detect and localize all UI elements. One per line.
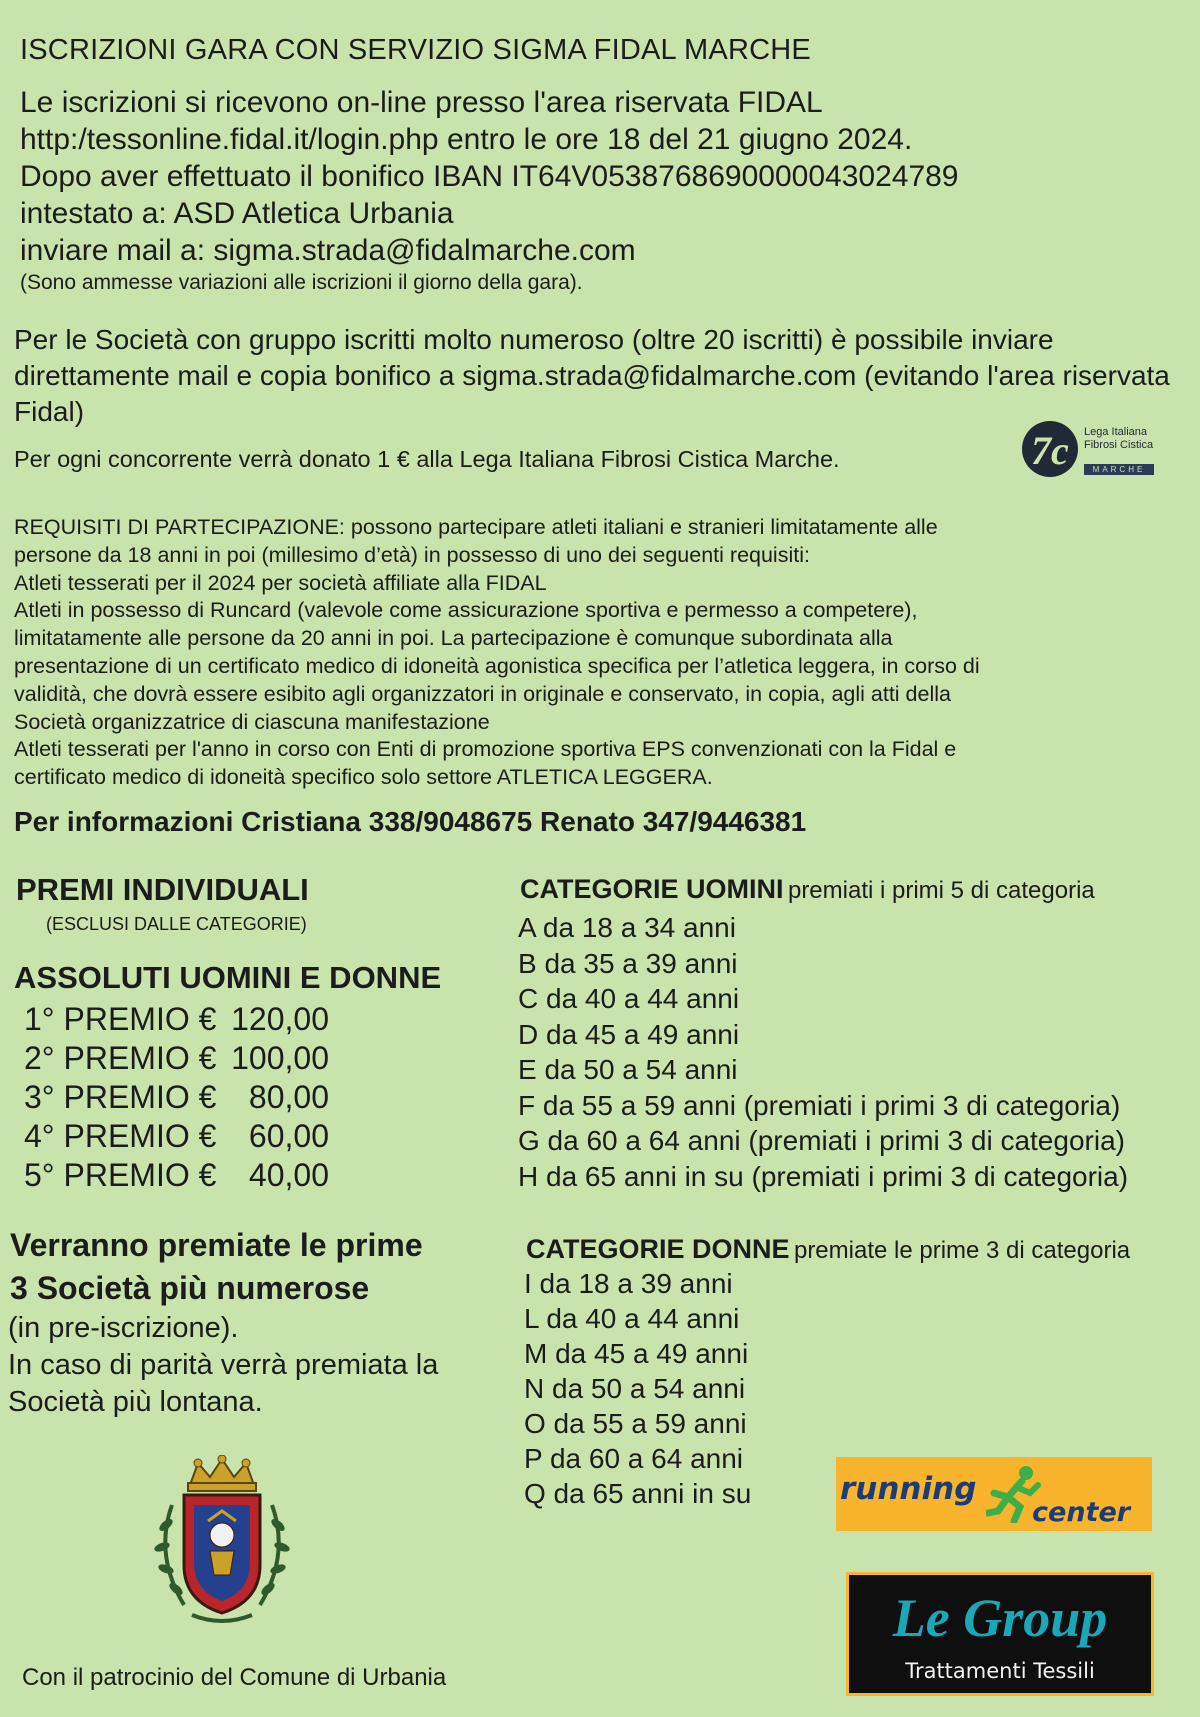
prize-row bbox=[24, 1117, 329, 1156]
lifc-bar: MARCHE bbox=[1084, 464, 1154, 475]
requirement-line: validità, che dovrà essere esibito agli organizzatori in originale e conservato, in copia, agli atti della bbox=[14, 681, 951, 706]
requirement-line: REQUISITI DI PARTECIPAZIONE: possono partecipare atleti italiani e stranieri limitatamente alle bbox=[14, 515, 938, 539]
category-item: C da 40 a 44 anni bbox=[518, 983, 740, 1014]
prize-label: 1° PREMIO € bbox=[24, 1001, 217, 1037]
page-title: ISCRIZIONI GARA CON SERVIZIO SIGMA FIDAL MARCHE bbox=[20, 34, 811, 66]
donation-note: Per ogni concorrente verrà donato 1 € alla Lega Italiana Fibrosi Cistica Marche. bbox=[14, 446, 840, 472]
prize-value: 80,00 bbox=[248, 1079, 329, 1115]
category-item: F da 55 a 59 anni (premiati i primi 3 di categoria) bbox=[518, 1089, 1121, 1121]
registration-line: intestato a: ASD Atletica Urbania bbox=[20, 197, 454, 230]
prize-value: 60,00 bbox=[248, 1118, 329, 1154]
prize-row bbox=[24, 1039, 329, 1078]
societa-text-line: Società più lontana. bbox=[8, 1386, 263, 1418]
prize-label: 2° PREMIO € bbox=[24, 1040, 217, 1076]
requirement-line: Atleti tesserati per il 2024 per società affiliate alla FIDAL bbox=[14, 570, 547, 595]
running-center-word: running bbox=[840, 1471, 977, 1507]
registration-line: Dopo aver effettuato il bonifico IBAN IT64V0538768690000043024789 bbox=[20, 160, 959, 193]
prize-value: 100,00 bbox=[231, 1040, 329, 1076]
category-item: P da 60 a 64 anni bbox=[524, 1443, 744, 1474]
le-group-tagline: Trattamenti Tessili bbox=[905, 1659, 1095, 1683]
societa-text-line: (in pre-iscrizione). bbox=[8, 1312, 239, 1344]
category-item: G da 60 a 64 anni (premiati i primi 3 di categoria) bbox=[518, 1125, 1125, 1156]
info-contact: Per informazioni Cristiana 338/9048675 Renato 347/9446381 bbox=[14, 806, 807, 837]
prize-value: 120,00 bbox=[231, 1001, 329, 1037]
prize-label: 3° PREMIO € bbox=[24, 1079, 217, 1115]
registration-block bbox=[20, 84, 959, 296]
prize-label: 5° PREMIO € bbox=[24, 1157, 217, 1193]
requirement-line: certificato medico di idoneità specifico solo settore ATLETICA LEGGERA. bbox=[14, 765, 713, 790]
urbania-crest-icon bbox=[142, 1455, 302, 1630]
lifc-line: Lega Italiana bbox=[1084, 426, 1147, 438]
le-group-name: Le Group bbox=[892, 1588, 1108, 1648]
registration-email[interactable]: inviare mail a: sigma.strada@fidalmarche.com bbox=[20, 234, 636, 267]
categorie-uomini-heading bbox=[520, 874, 1095, 905]
requirement-line: presentazione di un certificato medico di idoneità agonistica specifica per l’atletica leggera, in corso di bbox=[14, 653, 980, 678]
category-item: I da 18 a 39 anni bbox=[524, 1268, 733, 1299]
category-item: E da 50 a 54 anni bbox=[518, 1054, 738, 1085]
requirement-line: persone da 18 anni in poi (millesimo d’età) in possesso di uno dei seguenti requisiti: bbox=[14, 542, 810, 567]
societa-heading-line: Verranno premiate le prime bbox=[10, 1227, 423, 1263]
assoluti-title: ASSOLUTI UOMINI E DONNE bbox=[14, 960, 442, 995]
category-item: D da 45 a 49 anni bbox=[518, 1018, 740, 1050]
lifc-logo bbox=[1020, 418, 1160, 480]
categorie-donne-heading bbox=[526, 1234, 1130, 1265]
category-item: N da 50 a 54 anni bbox=[524, 1373, 746, 1404]
lifc-emblem-icon: 7c bbox=[1022, 421, 1078, 477]
category-item: L da 40 a 44 anni bbox=[524, 1303, 740, 1334]
categorie-donne-list bbox=[524, 1266, 751, 1511]
categorie-uomini-list bbox=[518, 910, 1128, 1194]
premi-subtitle: (ESCLUSI DALLE CATEGORIE) bbox=[46, 914, 307, 934]
categorie-uomini-note: premiati i primi 5 di categoria bbox=[787, 877, 1095, 904]
categorie-uomini-title: CATEGORIE UOMINI bbox=[520, 874, 784, 904]
societa-premi-heading bbox=[10, 1224, 423, 1310]
prize-value: 40,00 bbox=[248, 1157, 329, 1193]
societa-note: Per le Società con gruppo iscritti molto numeroso (oltre 20 iscritti) è possibile inviare direttamente mail e copia bonifico a sigma.strada@fidalmarche.com (evitando l'area riservata Fidal) bbox=[14, 324, 1170, 427]
premi-title: PREMI INDIVIDUALI bbox=[16, 872, 309, 907]
prize-row bbox=[24, 1000, 329, 1039]
category-item: H da 65 anni in su (premiati i primi 3 di categoria) bbox=[518, 1160, 1129, 1192]
category-item: M da 45 a 49 anni bbox=[524, 1338, 749, 1369]
requirement-line: Atleti tesserati per l'anno in corso con Enti di promozione sportiva EPS convenzionati con la Fidal e bbox=[14, 737, 957, 762]
prize-list bbox=[24, 1000, 329, 1195]
societa-premi-text bbox=[8, 1310, 438, 1421]
running-center-word: center bbox=[1032, 1497, 1131, 1528]
patrocinio-text: Con il patrocinio del Comune di Urbania bbox=[22, 1664, 447, 1691]
societa-heading-line: 3 Società più numerose bbox=[10, 1270, 370, 1306]
requirements-block bbox=[14, 514, 1194, 792]
le-group-logo bbox=[846, 1572, 1154, 1696]
societa-text-line: In caso di parità verrà premiata la bbox=[8, 1349, 439, 1381]
categorie-donne-title: CATEGORIE DONNE bbox=[526, 1234, 790, 1264]
lifc-line: Fibrosi Cistica bbox=[1084, 439, 1154, 451]
registration-line: Le iscrizioni si ricevono on-line presso l'area riservata FIDAL bbox=[20, 86, 823, 119]
prize-label: 4° PREMIO € bbox=[24, 1118, 217, 1154]
category-item: A da 18 a 34 anni bbox=[518, 912, 736, 943]
requirement-line: Società organizzatrice di ciascuna manifestazione bbox=[14, 709, 490, 734]
requirement-line: limitatamente alle persone da 20 anni in poi. La partecipazione è comunque subordinata alla bbox=[14, 626, 893, 651]
prize-row bbox=[24, 1156, 329, 1195]
category-item: O da 55 a 59 anni bbox=[524, 1408, 747, 1439]
requirement-line: Atleti in possesso di Runcard (valevole come assicurazione sportiva e permesso a competere), bbox=[14, 598, 918, 623]
category-item: Q da 65 anni in su bbox=[524, 1478, 752, 1509]
lifc-text bbox=[1084, 426, 1153, 452]
registration-note: (Sono ammesse variazioni alle iscrizioni il giorno della gara). bbox=[20, 271, 583, 294]
running-center-logo bbox=[836, 1457, 1152, 1531]
categorie-donne-note: premiate le prime 3 di categoria bbox=[793, 1237, 1131, 1264]
category-item: B da 35 a 39 anni bbox=[518, 947, 738, 979]
prize-row bbox=[24, 1078, 329, 1117]
registration-link[interactable]: http:/tessonline.fidal.it/login.php entro le ore 18 del 21 giugno 2024. bbox=[20, 123, 913, 156]
